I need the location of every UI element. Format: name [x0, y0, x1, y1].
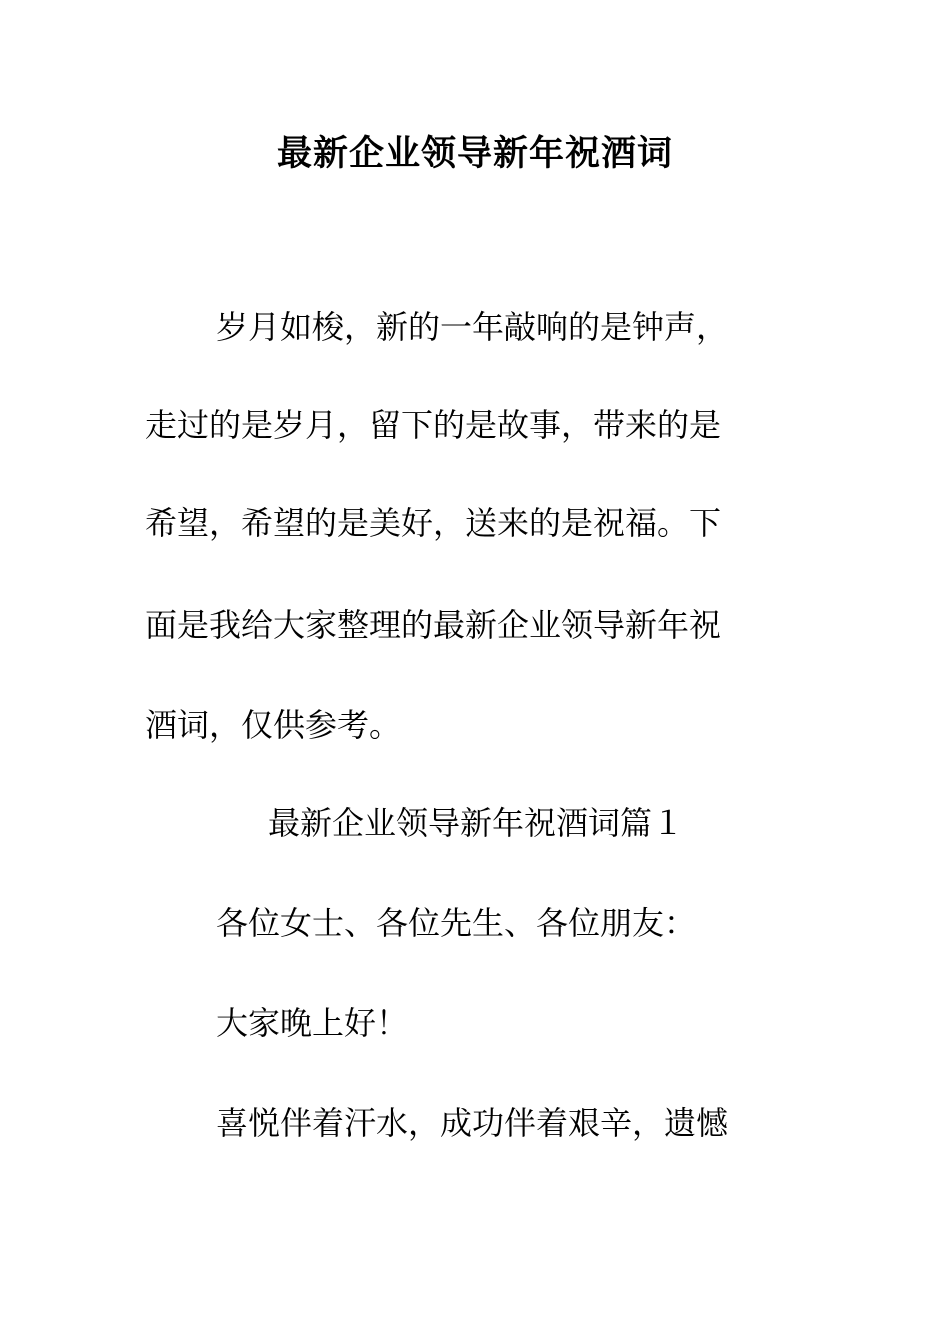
document-title: 最新企业领导新年祝酒词 — [276, 133, 673, 174]
intro-line-3: 希望，希望的是美好，送来的是祝福。下 — [145, 504, 722, 542]
greeting-line: 各位女士、各位先生、各位朋友： — [216, 904, 697, 942]
intro-line-1: 岁月如梭，新的一年敲响的是钟声， — [216, 308, 729, 346]
salutation-line: 大家晚上好！ — [216, 1004, 409, 1042]
body-line: 喜悦伴着汗水，成功伴着艰辛，遗憾 — [216, 1104, 729, 1142]
intro-line-5: 酒词，仅供参考。 — [145, 706, 402, 744]
intro-line-2: 走过的是岁月，留下的是故事，带来的是 — [145, 406, 722, 444]
intro-line-4: 面是我给大家整理的最新企业领导新年祝 — [145, 606, 722, 644]
section-heading: 最新企业领导新年祝酒词篇１ — [268, 804, 685, 842]
